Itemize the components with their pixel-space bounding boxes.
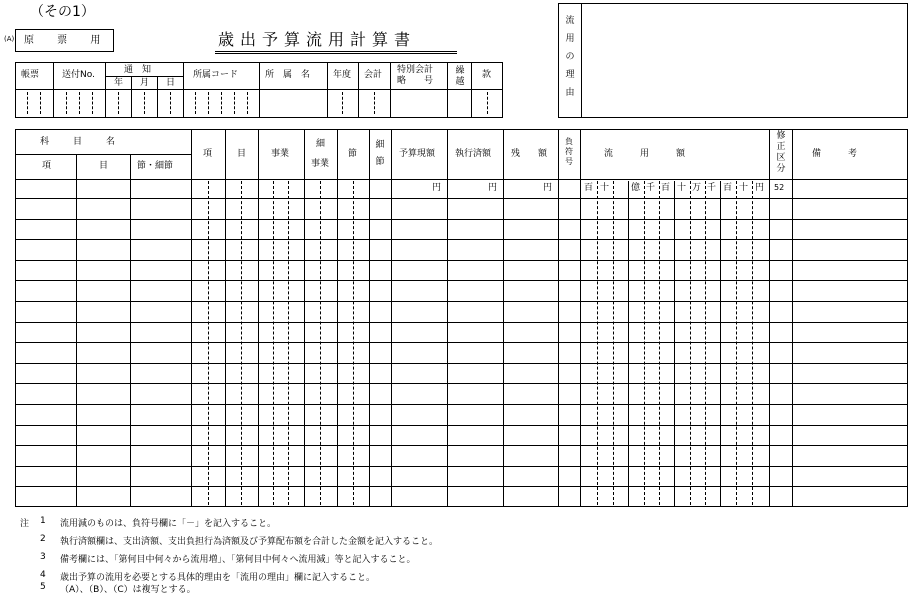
reason-input[interactable] bbox=[581, 5, 906, 116]
table-row bbox=[15, 383, 908, 384]
table-row bbox=[15, 425, 908, 426]
digit-oku: 億 bbox=[631, 183, 641, 193]
digit-hyaku-man: 百 bbox=[661, 183, 671, 193]
stamp-prefix: (A) bbox=[4, 35, 15, 43]
page-label: （その1） bbox=[30, 4, 95, 20]
header-sofu-no: 送付No. bbox=[62, 70, 95, 80]
header-day: 日 bbox=[166, 78, 176, 88]
table-row bbox=[15, 486, 908, 487]
table-row bbox=[15, 466, 908, 467]
header-shozoku-code: 所属コード bbox=[193, 70, 239, 80]
header-year: 年 bbox=[114, 78, 124, 88]
header-tokubetsu: 特別会計 bbox=[397, 65, 434, 75]
note-3-text: 備考欄には、「第何目中何々から流用増」、「第何目中何々へ流用減」等と記入すること。 bbox=[60, 555, 416, 565]
header-remaining: 残 額 bbox=[511, 149, 548, 159]
header-sai: 細 bbox=[316, 139, 326, 149]
header-saisetsu: 細節 bbox=[375, 140, 385, 167]
yen-unit-executable: 円 bbox=[488, 183, 498, 193]
header-shozoku-name: 所 属 名 bbox=[265, 70, 311, 80]
header-kou: 項 bbox=[203, 149, 213, 159]
note-5-num: 5 bbox=[40, 582, 46, 592]
note-5-text: （A）、（B）、（C）は複写とする。 bbox=[60, 585, 196, 595]
header-remarks: 備 考 bbox=[812, 149, 858, 159]
yen-unit-remaining: 円 bbox=[543, 183, 553, 193]
page-title: 歳出予算流用計算書 bbox=[218, 30, 417, 49]
note-4-num: 4 bbox=[40, 570, 46, 580]
note-2-text: 執行済額欄は、支出済額、支出負担行為済額及び予算配布額を合計した金額を記入すること。 bbox=[60, 537, 439, 547]
note-3-num: 3 bbox=[40, 552, 46, 562]
digit-man: 万 bbox=[692, 183, 702, 193]
stamp-box bbox=[15, 29, 114, 52]
header-kaikei: 会計 bbox=[364, 70, 383, 80]
header-kurikoshi: 繰越 bbox=[455, 66, 465, 87]
digit-sen: 千 bbox=[707, 183, 717, 193]
header-sai-jigyo: 事業 bbox=[311, 159, 330, 169]
group-header-kamoku: 科 目 名 bbox=[40, 137, 118, 147]
sub-header-kou: 項 bbox=[42, 161, 52, 171]
header-nendo: 年度 bbox=[333, 70, 352, 80]
digit-juu-man: 十 bbox=[677, 183, 687, 193]
yen-unit-budget: 円 bbox=[432, 183, 442, 193]
digit-en: 円 bbox=[755, 183, 765, 193]
digit-hyaku-oku: 百 bbox=[584, 183, 594, 193]
table-row bbox=[15, 301, 908, 302]
header-tsuchi: 通 知 bbox=[124, 65, 152, 75]
table-row bbox=[15, 404, 908, 405]
header-month: 月 bbox=[140, 78, 150, 88]
table-row bbox=[15, 219, 908, 220]
table-row bbox=[15, 280, 908, 281]
sub-header-moku: 目 bbox=[99, 161, 109, 171]
reason-label: 流用の理由 bbox=[565, 16, 575, 98]
table-row bbox=[15, 363, 908, 364]
header-moku: 目 bbox=[237, 149, 247, 159]
digit-sen-man: 千 bbox=[646, 183, 656, 193]
table-row bbox=[15, 342, 908, 343]
digit-hyaku: 百 bbox=[723, 183, 733, 193]
header-setsu: 節 bbox=[348, 149, 358, 159]
header-jigyo: 事業 bbox=[271, 149, 290, 159]
header-chohyo: 帳票 bbox=[21, 70, 40, 80]
header-ryakugo: 略 号 bbox=[397, 76, 434, 86]
header-executable: 執行済額 bbox=[455, 149, 492, 159]
header-budget: 予算現額 bbox=[399, 149, 436, 159]
note-2-num: 2 bbox=[40, 534, 46, 544]
header-sign: 負符号 bbox=[565, 137, 573, 166]
header-transfer: 流 用 額 bbox=[604, 149, 686, 159]
digit-juu-oku: 十 bbox=[600, 183, 610, 193]
stamp-label: 原 票 用 bbox=[24, 35, 111, 46]
table-row bbox=[15, 239, 908, 240]
header-correction: 修正区分 bbox=[776, 131, 786, 174]
table-row bbox=[15, 445, 908, 446]
note-4-text: 歳出予算の流用を必要とする具体的理由を「流用の理由」欄に記入すること。 bbox=[60, 573, 376, 583]
note-1-num: 1 bbox=[40, 516, 46, 526]
sub-header-setsu-saisetsu: 節・細節 bbox=[137, 161, 174, 171]
table-row bbox=[15, 322, 908, 323]
correction-code: 52 bbox=[774, 183, 785, 192]
table-row bbox=[15, 260, 908, 261]
header-kan: 款 bbox=[482, 70, 492, 80]
notes-heading: 注 bbox=[20, 519, 30, 529]
digit-juu: 十 bbox=[739, 183, 749, 193]
note-1-text: 流用減のものは、負符号欄に「－」を記入すること。 bbox=[60, 519, 277, 529]
